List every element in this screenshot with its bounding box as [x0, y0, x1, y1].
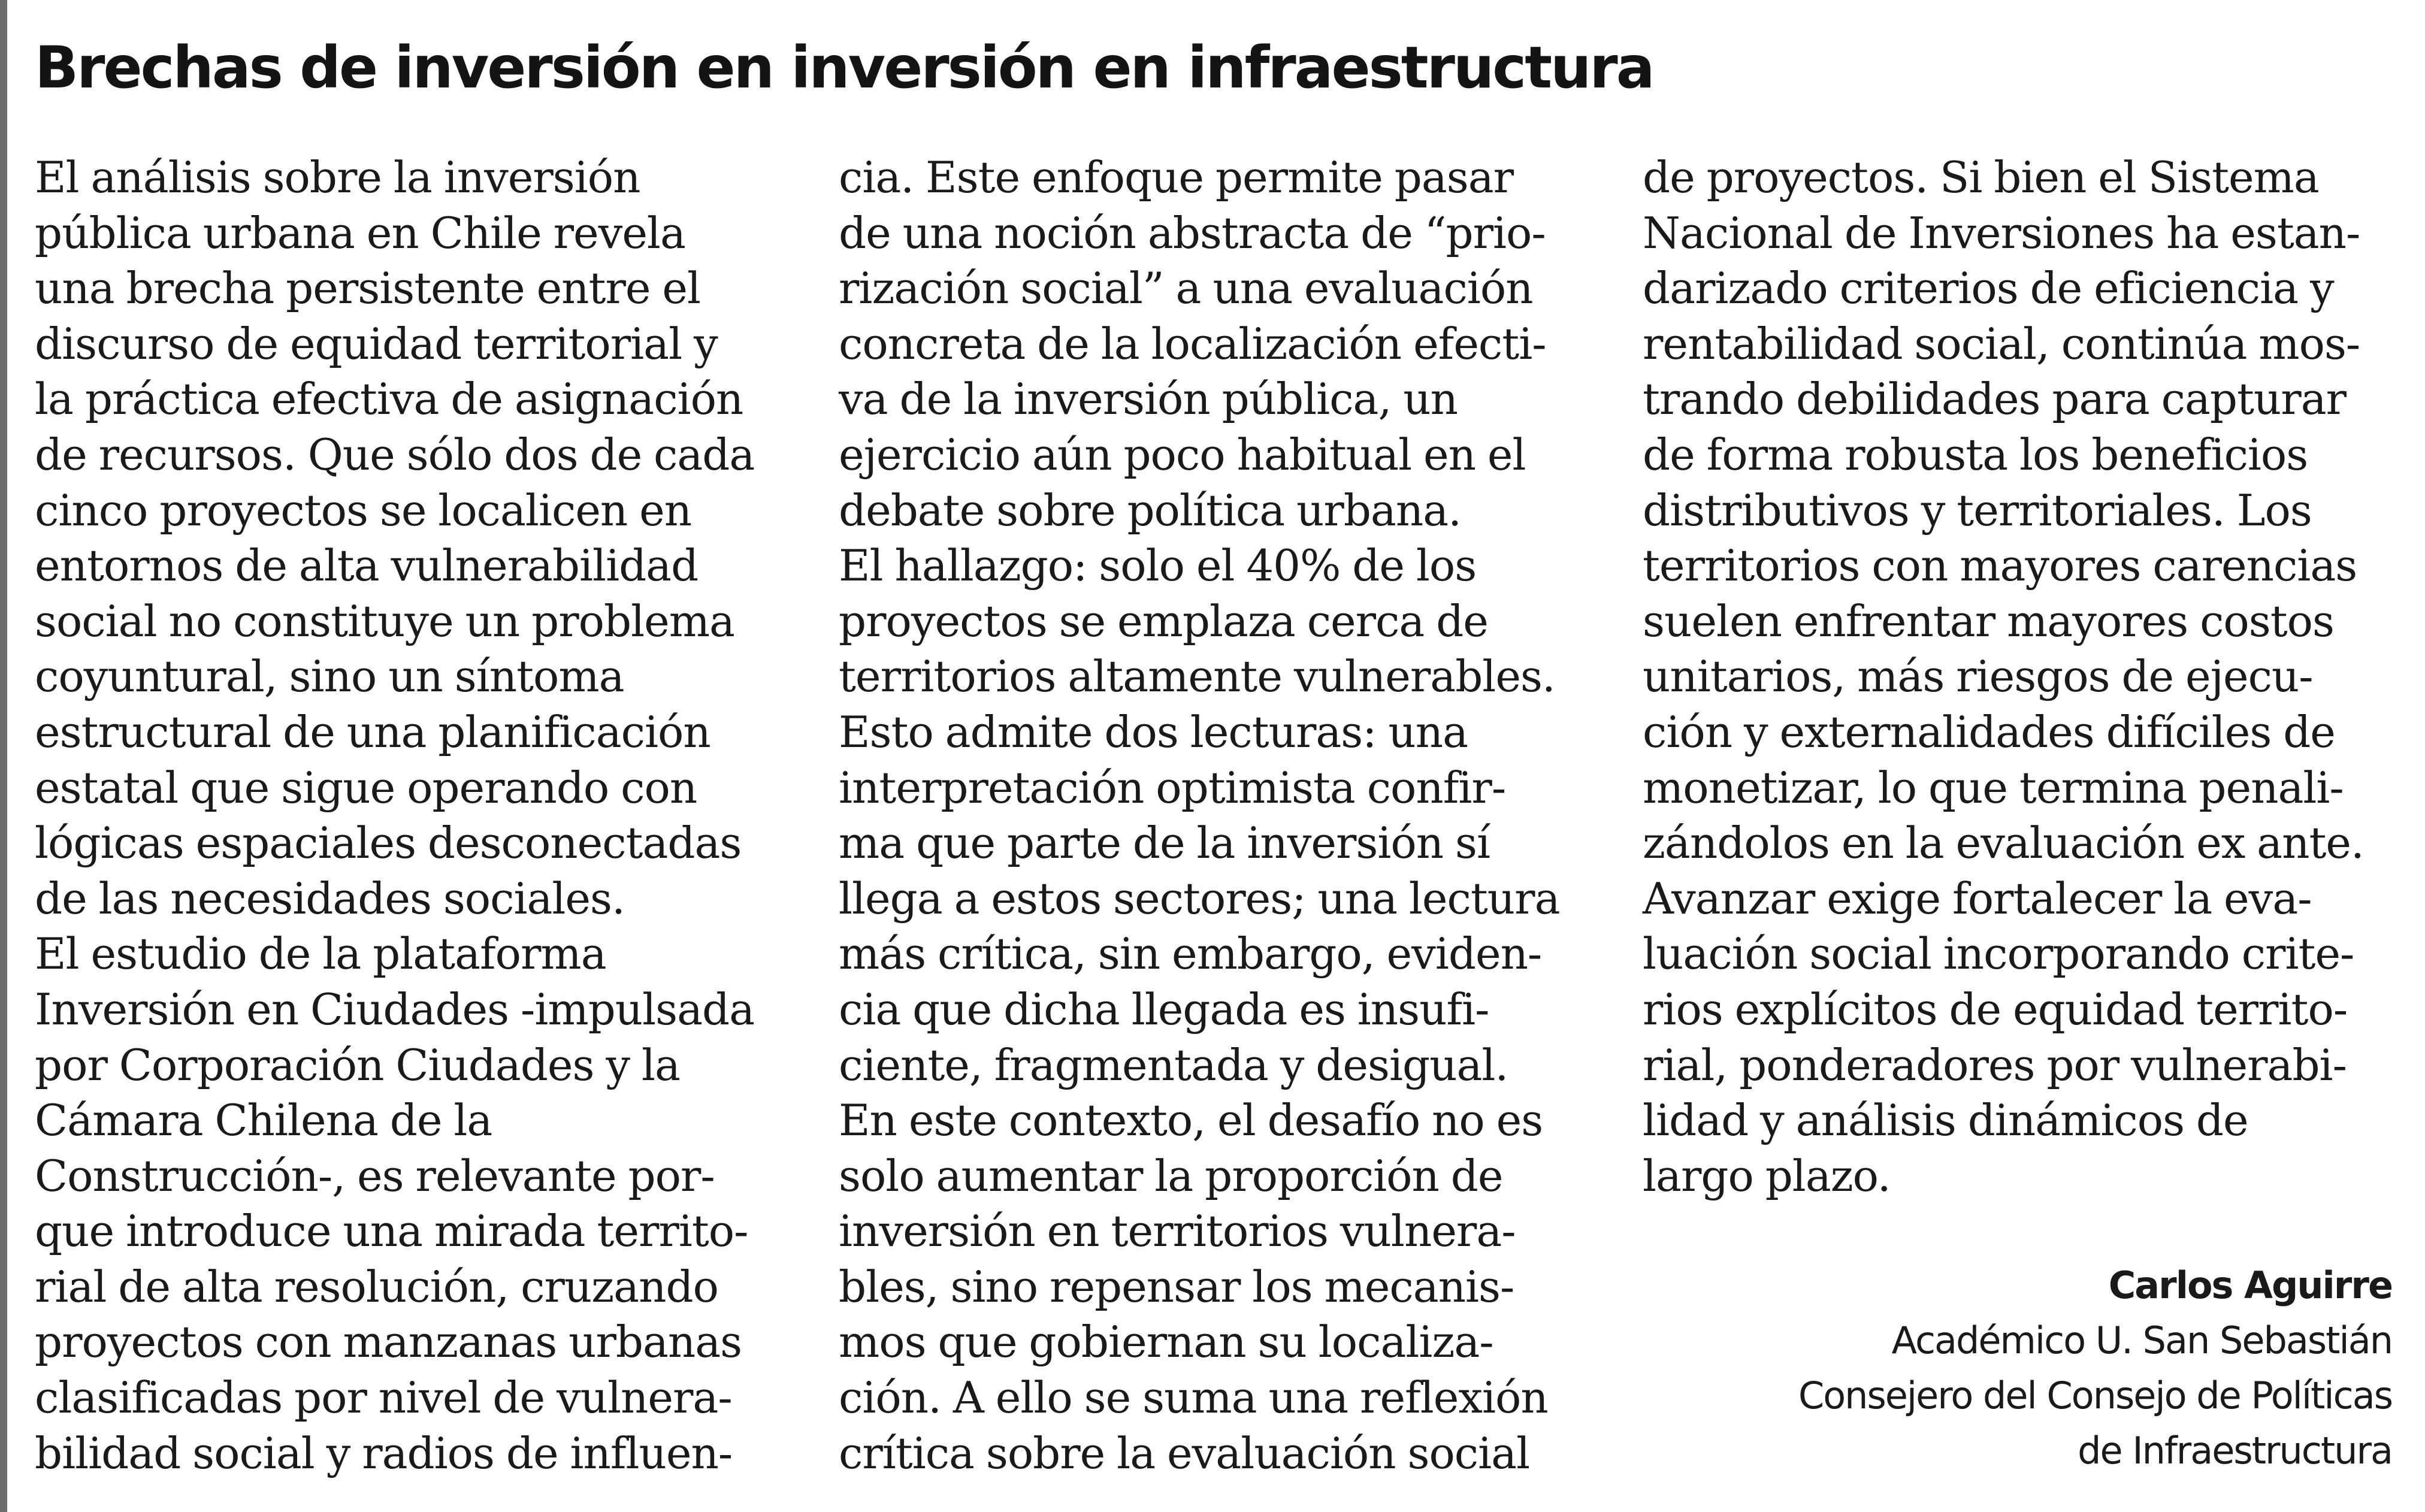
text-line: concreta de la localización efecti- [839, 318, 1546, 369]
text-line: suelen enfrentar mayores costos [1643, 595, 2334, 646]
text-line: debate sobre política urbana. [839, 485, 1462, 536]
text-line: de recursos. Que sólo dos de cada [35, 429, 755, 480]
text-line: El análisis sobre la inversión [35, 152, 640, 202]
text-line: distributivos y territoriales. Los [1643, 485, 2312, 536]
text-line: luación social incorporando crite- [1643, 929, 2354, 979]
text-line: estructural de una planificación [35, 706, 710, 757]
text-line: de proyectos. Si bien el Sistema [1643, 152, 2319, 202]
text-line: cinco proyectos se localicen en [35, 485, 692, 536]
text-line: lógicas espaciales desconectadas [35, 818, 742, 869]
text-line: inversión en territorios vulnera- [839, 1206, 1516, 1257]
text-line: territorios con mayores carencias [1643, 540, 2357, 591]
text-line: Avanzar exige fortalecer la eva- [1643, 873, 2312, 924]
text-line: largo plazo. [1643, 1150, 1891, 1201]
text-line: rentabilidad social, continúa mos- [1643, 318, 2360, 369]
text-line: mos que gobiernan su localiza- [839, 1317, 1493, 1368]
text-line: va de la inversión pública, un [839, 374, 1458, 425]
text-line: de una noción abstracta de “prio- [839, 207, 1546, 258]
article-column-2 [839, 150, 1611, 1481]
text-line: bilidad social y radios de influen- [35, 1428, 733, 1478]
text-line: cia. Este enfoque permite pasar [839, 152, 1514, 202]
text-line: proyectos con manzanas urbanas [35, 1317, 742, 1368]
text-line: de forma robusta los beneficios [1643, 429, 2308, 480]
article-column-3 [1643, 150, 2397, 1203]
text-line: ción. A ello se suma una reflexión [839, 1372, 1548, 1423]
text-line: ejercicio aún poco habitual en el [839, 429, 1526, 480]
text-line: zándolos en la evaluación ex ante. [1643, 818, 2364, 869]
article-column-1 [35, 150, 808, 1481]
text-line: proyectos se emplaza cerca de [839, 595, 1488, 646]
text-line: unitarios, más riesgos de ejecu- [1643, 651, 2313, 702]
text-line: Inversión en Ciudades -impulsada [35, 984, 755, 1035]
text-line: bles, sino repensar los mecanis- [839, 1261, 1514, 1312]
text-line: darizado criterios de eficiencia y [1643, 263, 2334, 314]
author-title-line: Académico U. San Sebastián [1891, 1319, 2392, 1362]
text-line: discurso de equidad territorial y [35, 318, 718, 369]
text-line: rial de alta resolución, cruzando [35, 1261, 718, 1312]
text-line: la práctica efectiva de asignación [35, 374, 743, 425]
text-line: por Corporación Ciudades y la [35, 1039, 680, 1090]
text-line: llega a estos sectores; una lectura [839, 873, 1560, 924]
text-line: crítica sobre la evaluación social [839, 1428, 1530, 1478]
text-line: más crítica, sin embargo, eviden- [839, 929, 1542, 979]
text-line: rización social” a una evaluación [839, 263, 1533, 314]
text-line: rial, ponderadores por vulnerabi- [1643, 1039, 2347, 1090]
text-line: ciente, fragmentada y desigual. [839, 1039, 1508, 1090]
text-line: ción y externalidades difíciles de [1643, 706, 2335, 757]
text-line: clasificadas por nivel de vulnera- [35, 1372, 732, 1423]
text-line: Cámara Chilena de la [35, 1095, 492, 1146]
author-title-line: de Infraestructura [2078, 1429, 2392, 1472]
text-line: entornos de alta vulnerabilidad [35, 540, 699, 591]
text-line: de las necesidades sociales. [35, 873, 625, 924]
text-line: Nacional de Inversiones ha estan- [1643, 207, 2360, 258]
text-line: En este contexto, el desafío no es [839, 1095, 1543, 1146]
page-border-rule [0, 0, 7, 1512]
text-line: pública urbana en Chile revela [35, 207, 685, 258]
text-line: una brecha persistente entre el [35, 263, 701, 314]
text-line: social no constituye un problema [35, 595, 734, 646]
text-line: monetizar, lo que termina penali- [1643, 762, 2344, 813]
author-title-line: Consejero del Consejo de Políticas [1798, 1374, 2392, 1417]
text-line: que introduce una mirada territo- [35, 1206, 748, 1257]
text-line: El hallazgo: solo el 40% de los [839, 540, 1477, 591]
text-line: cia que dicha llegada es insufi- [839, 984, 1489, 1035]
text-line: Esto admite dos lecturas: una [839, 706, 1468, 757]
text-line: Construcción-, es relevante por- [35, 1150, 715, 1201]
text-line: solo aumentar la proporción de [839, 1150, 1503, 1201]
text-line: interpretación optimista confir- [839, 762, 1506, 813]
text-line: coyuntural, sino un síntoma [35, 651, 624, 702]
text-line: territorios altamente vulnerables. [839, 651, 1555, 702]
text-line: trando debilidades para capturar [1643, 374, 2347, 425]
text-line: estatal que sigue operando con [35, 762, 697, 813]
text-line: rios explícitos de equidad territo- [1643, 984, 2348, 1035]
text-line: El estudio de la plataforma [35, 929, 606, 979]
article-headline: Brechas de inversión en inversión en infraestructura [35, 34, 1653, 101]
author-name: Carlos Aguirre [2108, 1263, 2392, 1307]
text-line: lidad y análisis dinámicos de [1643, 1095, 2248, 1146]
author-signature [1798, 1258, 2392, 1478]
text-line: ma que parte de la inversión sí [839, 818, 1490, 869]
